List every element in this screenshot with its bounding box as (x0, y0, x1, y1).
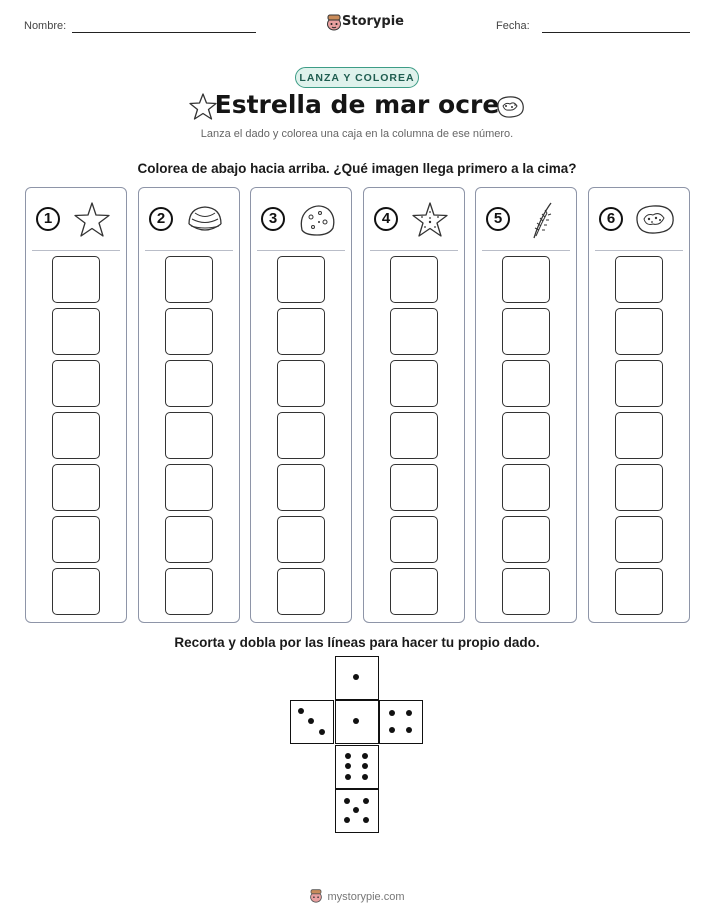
color-box[interactable] (502, 308, 550, 355)
footer-url[interactable]: mystorypie.com (327, 891, 405, 903)
die-pip (362, 774, 368, 780)
die-pip (298, 708, 304, 714)
page-subtitle: Lanza el dado y colorea una caja en la columna de ese número. (200, 128, 514, 140)
die-face-1 (335, 656, 379, 700)
column-divider (257, 250, 345, 251)
die-pip (362, 753, 368, 759)
color-box[interactable] (165, 256, 213, 303)
column-divider (482, 250, 570, 251)
die-pip (363, 798, 369, 804)
die-face-1 (335, 700, 379, 744)
column-1 (25, 187, 127, 623)
color-box[interactable] (52, 464, 100, 511)
color-box[interactable] (502, 256, 550, 303)
column-4 (363, 187, 465, 623)
color-box[interactable] (615, 568, 663, 615)
color-box[interactable] (615, 516, 663, 563)
spotted-rock-icon (295, 200, 339, 240)
column-number: 1 (36, 207, 60, 231)
color-box[interactable] (502, 568, 550, 615)
brand-logo (326, 13, 404, 33)
color-box[interactable] (52, 360, 100, 407)
color-box[interactable] (277, 256, 325, 303)
die-face-6 (335, 745, 379, 789)
column-divider (370, 250, 458, 251)
instruction-bottom: Recorta y dobla por las líneas para hacer tu propio dado. (174, 635, 540, 650)
color-box[interactable] (165, 412, 213, 459)
color-box[interactable] (390, 568, 438, 615)
coral-rock-icon (494, 94, 526, 120)
color-box[interactable] (277, 516, 325, 563)
color-box[interactable] (390, 308, 438, 355)
die-pip (406, 727, 412, 733)
column-divider (32, 250, 120, 251)
color-box[interactable] (277, 308, 325, 355)
color-box[interactable] (52, 256, 100, 303)
color-box[interactable] (615, 360, 663, 407)
starfish-outline-icon (70, 200, 114, 240)
die-face-5 (335, 789, 379, 833)
die-face-3 (290, 700, 334, 744)
column-number: 3 (261, 207, 285, 231)
name-line (72, 32, 256, 33)
brand-name: Storypie (342, 14, 404, 29)
color-box[interactable] (277, 568, 325, 615)
color-box[interactable] (52, 412, 100, 459)
die-pip (345, 774, 351, 780)
date-label: Fecha: (496, 20, 530, 32)
pie-mascot-icon (309, 888, 323, 903)
die-pip (362, 763, 368, 769)
color-box[interactable] (52, 568, 100, 615)
color-box[interactable] (390, 360, 438, 407)
column-5 (475, 187, 577, 623)
color-box[interactable] (502, 360, 550, 407)
color-box[interactable] (277, 412, 325, 459)
clam-shell-icon (183, 200, 227, 240)
color-box[interactable] (165, 360, 213, 407)
die-pip (389, 727, 395, 733)
pie-mascot-icon (326, 13, 342, 31)
die-pip (344, 798, 350, 804)
color-box[interactable] (165, 464, 213, 511)
die-pip (353, 807, 359, 813)
color-box[interactable] (390, 412, 438, 459)
color-box[interactable] (165, 308, 213, 355)
die-pip (406, 710, 412, 716)
name-label: Nombre: (24, 20, 67, 32)
activity-badge: LANZA Y COLOREA (295, 67, 419, 88)
die-net (290, 656, 424, 834)
color-box[interactable] (615, 412, 663, 459)
color-box[interactable] (615, 464, 663, 511)
die-pip (319, 729, 325, 735)
die-pip (363, 817, 369, 823)
column-number: 6 (599, 207, 623, 231)
column-number: 2 (149, 207, 173, 231)
die-face-4 (379, 700, 423, 744)
color-box[interactable] (165, 568, 213, 615)
color-box[interactable] (502, 412, 550, 459)
die-pip (344, 817, 350, 823)
color-box[interactable] (277, 464, 325, 511)
coral-rock-icon (633, 200, 677, 240)
color-box[interactable] (277, 360, 325, 407)
die-pip (353, 674, 359, 680)
color-box[interactable] (165, 516, 213, 563)
column-number: 5 (486, 207, 510, 231)
color-box[interactable] (502, 464, 550, 511)
column-6 (588, 187, 690, 623)
color-box[interactable] (52, 308, 100, 355)
die-pip (308, 718, 314, 724)
column-divider (595, 250, 683, 251)
color-box[interactable] (615, 308, 663, 355)
page-title: Estrella de mar ocre (214, 90, 500, 119)
color-box[interactable] (615, 256, 663, 303)
column-number: 4 (374, 207, 398, 231)
color-box[interactable] (390, 256, 438, 303)
column-divider (145, 250, 233, 251)
date-line (542, 32, 690, 33)
spiny-starfish-icon (408, 200, 452, 240)
column-2 (138, 187, 240, 623)
die-pip (353, 718, 359, 724)
die-pip (345, 763, 351, 769)
die-pip (345, 753, 351, 759)
color-box[interactable] (390, 516, 438, 563)
instruction-top: Colorea de abajo hacia arriba. ¿Qué imagen llega primero a la cima? (137, 161, 577, 176)
seaweed-frond-icon (520, 200, 564, 240)
column-3 (250, 187, 352, 623)
die-pip (389, 710, 395, 716)
color-box[interactable] (52, 516, 100, 563)
color-box[interactable] (502, 516, 550, 563)
footer (0, 888, 714, 903)
color-box[interactable] (390, 464, 438, 511)
